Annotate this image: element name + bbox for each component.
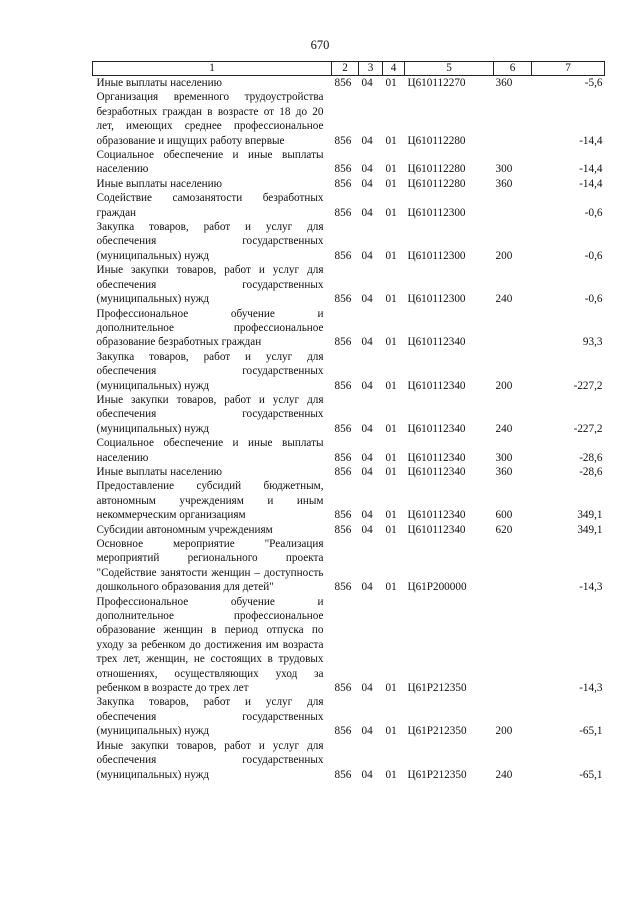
row-amount: 349,1: [577, 509, 603, 522]
row-expense-type: 360: [495, 77, 513, 89]
header-col-6: 6: [494, 62, 532, 76]
row-amount: -227,2: [573, 422, 603, 435]
row-expense-type: 600: [495, 509, 513, 522]
row-section: 856: [334, 77, 352, 89]
row-name: Иные закупки товаров, работ и услуг для обеспечения государственных (муниципальных) нужд: [96, 393, 324, 435]
row-amount: -14,3: [579, 682, 603, 695]
row-subsection: 04: [361, 163, 373, 176]
table-row: [93, 350, 605, 393]
row-subgroup: 01: [385, 177, 397, 190]
row-target-article: Ц61P212350: [407, 725, 467, 738]
row-subgroup: 01: [385, 163, 397, 176]
row-expense-type: 200: [495, 725, 513, 738]
row-section: 856: [334, 134, 352, 147]
row-section: 856: [334, 523, 352, 536]
row-target-article: Ц610112280: [407, 177, 466, 190]
row-name: Субсидии автономным учреждениям: [96, 523, 273, 536]
table-row: [93, 479, 605, 522]
row-amount: -14,3: [579, 581, 603, 594]
table-row: [93, 537, 605, 595]
table-row: [93, 220, 605, 263]
row-name: Социальное обеспечение и иные выплаты населению: [96, 437, 324, 464]
row-target-article: Ц610112300: [407, 249, 466, 262]
row-section: 856: [334, 509, 352, 522]
row-expense-type: [494, 595, 532, 696]
row-section: 856: [334, 451, 352, 464]
table-row: [93, 177, 605, 191]
row-expense-type: 240: [495, 422, 513, 435]
row-section: 856: [334, 581, 352, 594]
row-subsection: 04: [361, 293, 373, 306]
row-expense-type: [494, 537, 532, 595]
row-name: Иные закупки товаров, работ и услуг для обеспечения государственных (муниципальных) нужд: [96, 739, 324, 781]
row-amount: -0,6: [584, 249, 603, 262]
row-target-article: Ц610112300: [407, 293, 466, 306]
header-col-7: 7: [532, 62, 605, 76]
row-subgroup: 01: [385, 725, 397, 738]
row-target-article: Ц610112340: [407, 379, 466, 392]
row-subgroup: 01: [385, 768, 397, 781]
row-section: 856: [334, 422, 352, 435]
row-section: 856: [334, 177, 352, 190]
row-expense-type: 300: [495, 451, 513, 464]
row-name: Содействие самозанятости безработных граждан: [96, 192, 324, 219]
row-subsection: 04: [361, 768, 373, 781]
row-subgroup: 01: [385, 77, 397, 89]
table-body: [93, 76, 605, 782]
row-subsection: 04: [361, 177, 373, 190]
table-row: [93, 465, 605, 479]
row-subsection: 04: [361, 422, 373, 435]
row-amount: -28,6: [579, 465, 603, 478]
row-section: 856: [334, 249, 352, 262]
row-amount: -227,2: [573, 379, 603, 392]
row-name: Профессиональное обучение и дополнительное профессиональное образование безработных граждан: [96, 307, 324, 349]
row-name: Закупка товаров, работ и услуг для обеспечения государственных (муниципальных) нужд: [96, 221, 324, 262]
row-subsection: 04: [361, 725, 373, 738]
table-row: [93, 191, 605, 220]
row-subgroup: 01: [385, 379, 397, 392]
row-name: Закупка товаров, работ и услуг для обеспечения государственных (муниципальных) нужд: [96, 696, 324, 738]
table-row: [93, 90, 605, 148]
row-amount: 349,1: [577, 523, 603, 536]
row-section: 856: [334, 768, 352, 781]
row-subsection: 04: [361, 249, 373, 262]
row-subgroup: 01: [385, 523, 397, 536]
row-expense-type: [494, 307, 532, 350]
row-expense-type: 240: [495, 768, 513, 781]
row-subsection: 04: [361, 451, 373, 464]
table-row: [93, 523, 605, 537]
row-amount: -65,1: [579, 768, 603, 781]
budget-table: [92, 61, 605, 782]
row-name: Иные выплаты населению: [96, 177, 222, 190]
header-col-2: 2: [332, 62, 359, 76]
header-col-1: 1: [93, 62, 332, 76]
row-target-article: Ц61P212350: [407, 768, 467, 781]
row-amount: -14,4: [579, 134, 603, 147]
row-subsection: 04: [361, 523, 373, 536]
table-header: [93, 62, 605, 76]
row-subsection: 04: [361, 134, 373, 147]
row-target-article: Ц610112340: [407, 451, 466, 464]
row-amount: -65,1: [579, 725, 603, 738]
row-subgroup: 01: [385, 422, 397, 435]
row-subgroup: 01: [385, 581, 397, 594]
row-target-article: Ц610112340: [407, 422, 466, 435]
row-target-article: Ц61P212350: [407, 682, 467, 695]
row-expense-type: 360: [495, 177, 513, 190]
row-subsection: 04: [361, 509, 373, 522]
row-subgroup: 01: [385, 682, 397, 695]
row-section: 856: [334, 682, 352, 695]
row-subgroup: 01: [385, 509, 397, 522]
row-subgroup: 01: [385, 249, 397, 262]
row-amount: -0,6: [584, 206, 603, 219]
row-name: Предоставление субсидий бюджетным, автономным учреждениям и иным некоммерческим организациям: [96, 480, 324, 522]
row-section: 856: [334, 465, 352, 478]
row-subsection: 04: [361, 379, 373, 392]
table-row: [93, 76, 605, 91]
row-section: 856: [334, 379, 352, 392]
row-expense-type: 300: [495, 163, 513, 176]
row-subgroup: 01: [385, 293, 397, 306]
header-row: [93, 62, 605, 76]
row-name: Иные закупки товаров, работ и услуг для обеспечения государственных (муниципальных) нужд: [96, 264, 324, 306]
row-name: Закупка товаров, работ и услуг для обеспечения государственных (муниципальных) нужд: [96, 350, 324, 392]
row-expense-type: 200: [495, 379, 513, 392]
page-number: 670: [310, 38, 330, 52]
row-target-article: Ц610112280: [407, 163, 466, 176]
row-subgroup: 01: [385, 336, 397, 349]
table-row: [93, 307, 605, 350]
row-amount: 93,3: [582, 336, 603, 349]
table-row: [93, 436, 605, 465]
row-subgroup: 01: [385, 206, 397, 219]
row-subsection: 04: [361, 336, 373, 349]
row-amount: -28,6: [579, 451, 603, 464]
row-name: Иные выплаты населению: [96, 77, 222, 89]
row-expense-type: 240: [495, 293, 513, 306]
row-name: Основное мероприятие "Реализация мероприятий регионального проекта "Содействие занятости женщин – доступность дошкольного образования для детей": [96, 538, 324, 594]
row-amount: -14,4: [579, 163, 603, 176]
row-subsection: 04: [361, 581, 373, 594]
row-subgroup: 01: [385, 134, 397, 147]
row-expense-type: 620: [495, 523, 513, 536]
row-subsection: 04: [361, 77, 373, 89]
row-name: Организация временного трудоустройства безработных граждан в возрасте от 18 до 20 лет, имеющих среднее профессиональное образование и ищущих работу впервые: [96, 91, 324, 147]
row-expense-type: 200: [495, 249, 513, 262]
row-target-article: Ц610112340: [407, 336, 466, 349]
row-expense-type: [494, 191, 532, 220]
row-section: 856: [334, 725, 352, 738]
row-target-article: Ц610112280: [407, 134, 466, 147]
row-name: Профессиональное обучение и дополнительное профессиональное образование женщин в период отпуска по уходу за ребенком до достижения им возраста трех лет, женщин, не состоящих в трудовых отношениях, осуществляющих уход за ребенком в возрасте до трех лет: [96, 595, 324, 695]
table-row: [93, 695, 605, 738]
row-subsection: 04: [361, 465, 373, 478]
row-target-article: Ц610112300: [407, 206, 466, 219]
row-expense-type: 360: [495, 465, 513, 478]
row-target-article: Ц610112270: [407, 77, 466, 89]
table-row: [93, 595, 605, 696]
row-target-article: Ц610112340: [407, 465, 466, 478]
row-section: 856: [334, 336, 352, 349]
table-row: [93, 148, 605, 177]
row-expense-type: [494, 90, 532, 148]
row-section: 856: [334, 163, 352, 176]
row-subsection: 04: [361, 682, 373, 695]
header-col-4: 4: [383, 62, 405, 76]
row-amount: -0,6: [584, 293, 603, 306]
row-target-article: Ц61P200000: [407, 581, 467, 594]
table-row: [93, 393, 605, 436]
table-row: [93, 739, 605, 782]
row-target-article: Ц610112340: [407, 509, 466, 522]
header-col-3: 3: [359, 62, 383, 76]
row-target-article: Ц610112340: [407, 523, 466, 536]
header-col-5: 5: [405, 62, 494, 76]
row-subgroup: 01: [385, 465, 397, 478]
row-section: 856: [334, 206, 352, 219]
table-row: [93, 263, 605, 306]
row-subgroup: 01: [385, 451, 397, 464]
row-name: Иные выплаты населению: [96, 465, 222, 478]
row-section: 856: [334, 293, 352, 306]
row-amount: -14,4: [579, 177, 603, 190]
row-subsection: 04: [361, 206, 373, 219]
row-amount: -5,6: [584, 77, 603, 89]
row-name: Социальное обеспечение и иные выплаты населению: [96, 149, 324, 176]
